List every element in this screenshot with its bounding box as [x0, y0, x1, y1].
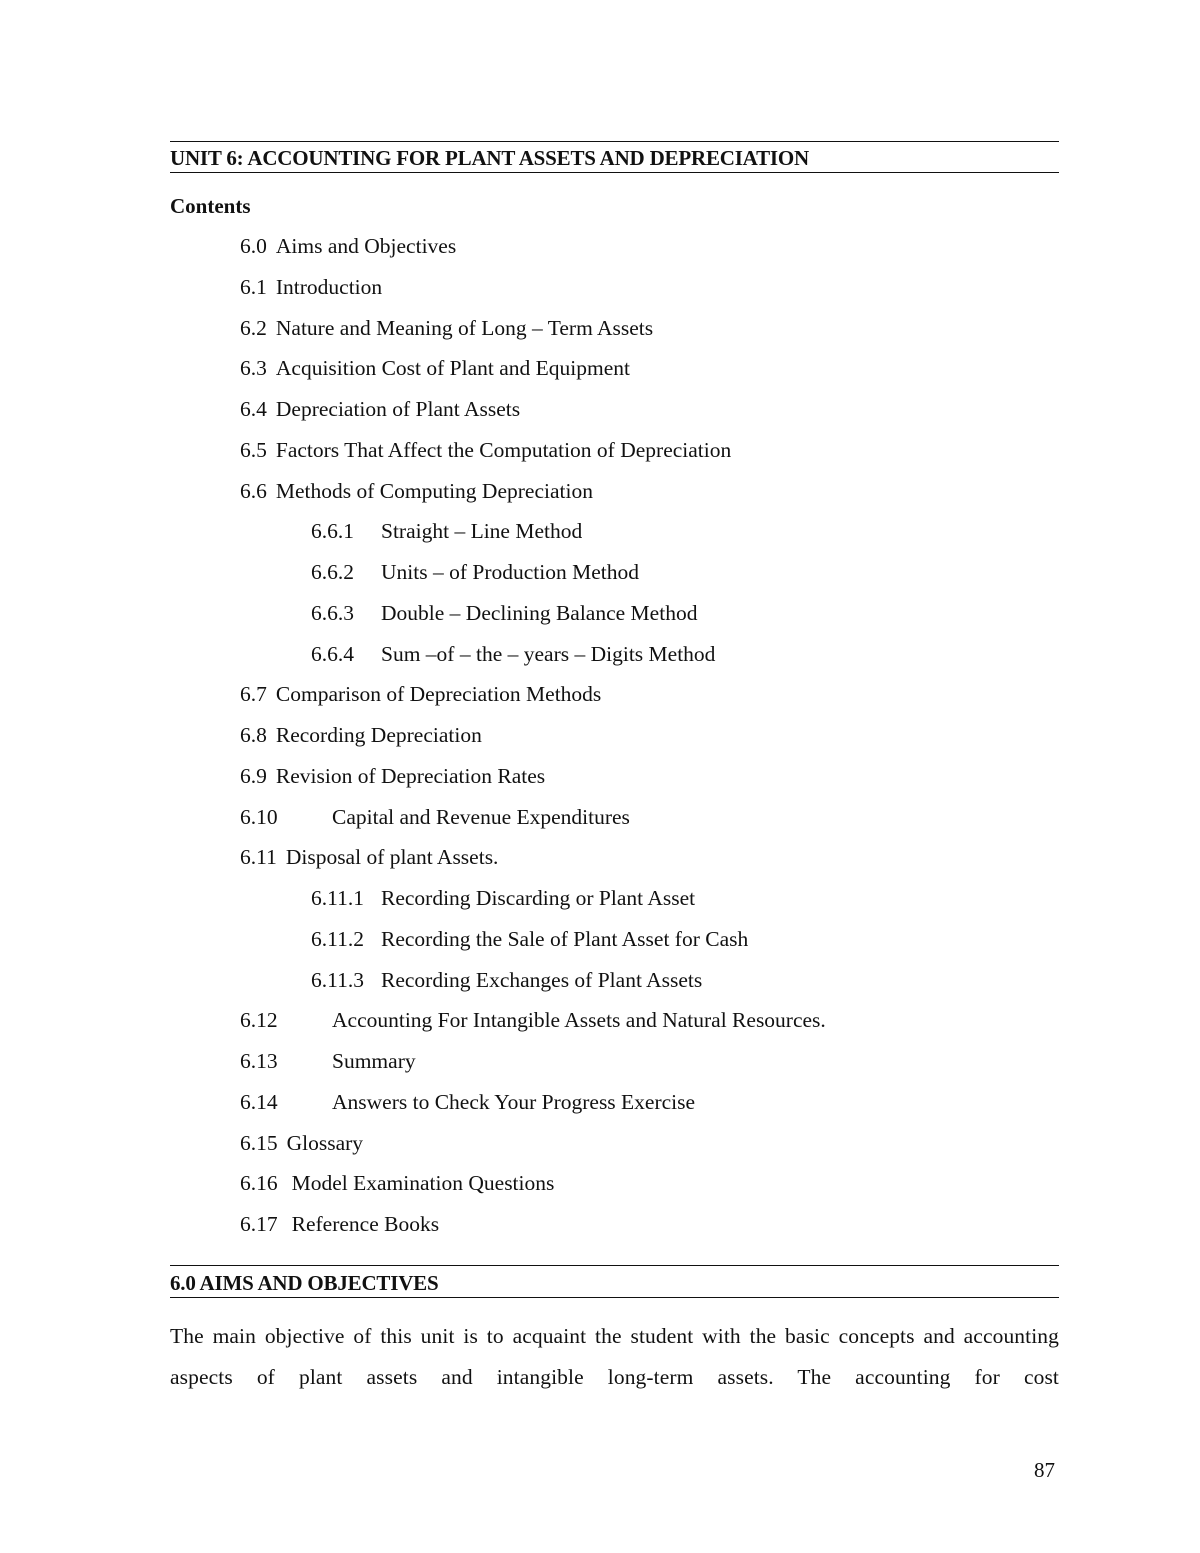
toc-item-number: 6.7	[240, 682, 267, 707]
toc-item-number: 6.3	[240, 356, 267, 381]
toc-item-number: 6.15	[240, 1130, 278, 1155]
toc-item	[0, 436, 1200, 477]
table-of-contents	[0, 232, 1200, 1251]
toc-item	[0, 843, 1200, 884]
toc-item-number: 6.11.2	[311, 926, 364, 951]
toc-item	[0, 925, 1200, 966]
toc-item	[0, 680, 1200, 721]
toc-item-title: Comparison of Depreciation Methods	[275, 682, 602, 707]
toc-item	[0, 1129, 1200, 1170]
toc-item-title: Acquisition Cost of Plant and Equipment	[275, 356, 631, 381]
toc-item-title: Units – of Production Method	[381, 560, 639, 584]
toc-item	[0, 640, 1200, 681]
toc-item-title: Recording Exchanges of Plant Assets	[381, 967, 703, 992]
toc-item-title: Answers to Check Your Progress Exercise	[332, 1089, 696, 1114]
toc-item-title: Recording the Sale of Plant Asset for Cash	[381, 926, 749, 951]
toc-item-title: Aims and Objectives	[275, 234, 457, 258]
toc-item-title: Methods of Computing Depreciation	[275, 478, 593, 503]
toc-item-title: Disposal of plant Assets.	[285, 845, 499, 870]
toc-item-number: 6.6.3	[311, 600, 354, 625]
section-heading: 6.0 AIMS AND OBJECTIVES	[170, 1271, 439, 1295]
toc-item-title: Straight – Line Method	[381, 519, 583, 544]
toc-item	[0, 1169, 1200, 1210]
toc-item-title: Sum –of – the – years – Digits Method	[381, 641, 716, 666]
unit-title: UNIT 6: ACCOUNTING FOR PLANT ASSETS AND DEPRECIATION	[170, 146, 809, 170]
toc-item-number: 6.5	[240, 437, 267, 462]
toc-item	[0, 477, 1200, 518]
unit-title-bottom-rule	[170, 172, 1059, 173]
section-heading-top-rule	[170, 1265, 1059, 1266]
toc-item	[0, 395, 1200, 436]
toc-item-title: Capital and Revenue Expenditures	[332, 804, 630, 829]
toc-item-title: Introduction	[275, 274, 383, 299]
toc-item-number: 6.17	[240, 1212, 278, 1236]
toc-item-number: 6.8	[240, 723, 267, 747]
toc-item-title: Depreciation of Plant Assets	[275, 397, 521, 421]
toc-item	[0, 558, 1200, 599]
toc-item-number: 6.10	[240, 804, 278, 829]
toc-item-title: Factors That Affect the Computation of Depreciation	[275, 437, 732, 462]
toc-item-title: Nature and Meaning of Long – Term Assets	[275, 315, 654, 340]
toc-item-number: 6.12	[240, 1008, 278, 1033]
toc-item-number: 6.11	[240, 845, 277, 870]
toc-item-number: 6.6.1	[311, 519, 354, 544]
toc-item	[0, 1088, 1200, 1129]
toc-item	[0, 884, 1200, 925]
toc-item-title: Glossary	[286, 1130, 364, 1155]
body-paragraph: The main objective of this unit is to acquaint the student with the basic concepts and accounting aspects of plant assets and intangible long-term assets. The accounting for cost	[170, 1324, 1059, 1389]
toc-item-number: 6.4	[240, 397, 267, 421]
toc-item-title: Summary	[332, 1049, 416, 1073]
toc-item-number: 6.6.2	[311, 560, 354, 584]
contents-label: Contents	[170, 194, 251, 218]
toc-item-title: Recording Depreciation	[275, 723, 482, 747]
toc-item	[0, 354, 1200, 395]
toc-item-number: 6.11.3	[311, 967, 364, 992]
toc-item	[0, 762, 1200, 803]
toc-item-title: Model Examination Questions	[291, 1171, 555, 1196]
toc-item-number: 6.6.4	[311, 641, 354, 666]
page-number: 87	[1034, 1458, 1055, 1482]
toc-item-number: 6.11.1	[311, 886, 364, 910]
toc-item-number: 6.2	[240, 315, 267, 340]
toc-item	[0, 1210, 1200, 1251]
toc-item	[0, 721, 1200, 762]
toc-item-title: Recording Discarding or Plant Asset	[381, 886, 696, 910]
section-heading-bottom-rule	[170, 1297, 1059, 1298]
unit-title-top-rule	[170, 141, 1059, 142]
toc-item-title: Double – Declining Balance Method	[381, 600, 698, 625]
toc-item	[0, 966, 1200, 1007]
toc-item-number: 6.1	[240, 274, 267, 299]
toc-item	[0, 273, 1200, 314]
toc-item-number: 6.9	[240, 763, 267, 788]
toc-item	[0, 599, 1200, 640]
toc-item-number: 6.13	[240, 1049, 278, 1073]
toc-item	[0, 314, 1200, 355]
toc-item-number: 6.0	[240, 234, 267, 258]
toc-item	[0, 517, 1200, 558]
toc-item-title: Revision of Depreciation Rates	[275, 763, 546, 788]
toc-item	[0, 803, 1200, 844]
toc-item-number: 6.6	[240, 478, 267, 503]
toc-item-title: Reference Books	[291, 1212, 440, 1236]
toc-item	[0, 1047, 1200, 1088]
toc-item	[0, 232, 1200, 273]
toc-item	[0, 1006, 1200, 1047]
toc-item-number: 6.16	[240, 1171, 278, 1196]
toc-item-title: Accounting For Intangible Assets and Natural Resources.	[332, 1008, 826, 1033]
toc-item-number: 6.14	[240, 1089, 278, 1114]
